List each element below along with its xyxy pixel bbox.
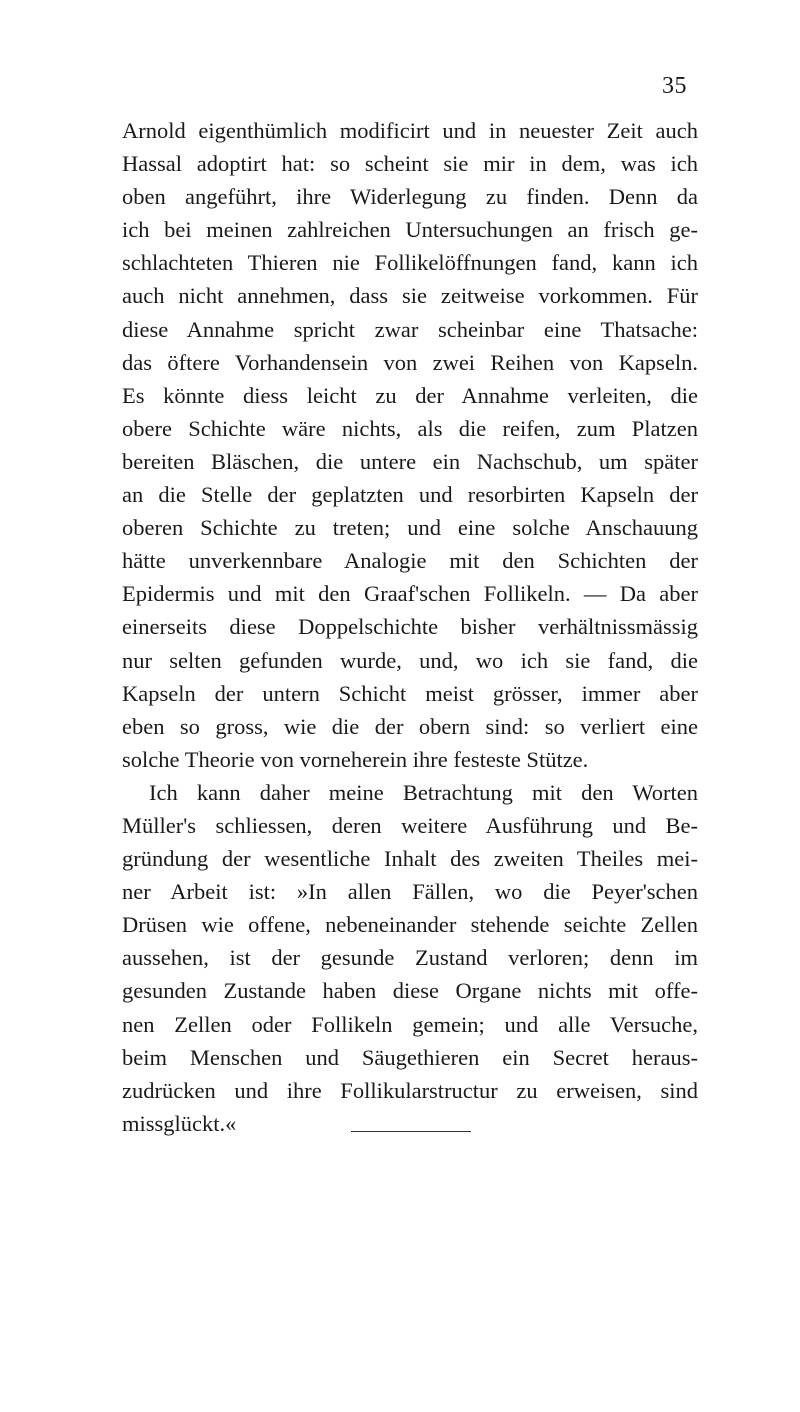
text-line: ich bei meinen zahlreichen Untersuchungen an frisch ge- [122, 217, 698, 243]
text-line: gründung der wesentliche Inhalt des zweiten Theiles mei- [122, 846, 698, 872]
text-line: hätte unverkennbare Analogie mit den Schichten der [122, 548, 698, 574]
text-line: obere Schichte wäre nichts, als die reifen, zum Platzen [122, 415, 698, 441]
text-line: bereiten Bläschen, die untere ein Nachschub, um später [122, 448, 698, 474]
body-text [122, 114, 698, 1140]
text-line: Ich kann daher meine Betrachtung mit den Worten [149, 779, 698, 805]
text-line: Müller's schliessen, deren weitere Ausführung und Be- [122, 812, 698, 838]
text-line: das öftere Vorhandensein von zwei Reihen von Kapseln. [122, 349, 698, 375]
text-line: an die Stelle der geplatzten und resorbirten Kapseln der [122, 482, 698, 508]
text-line: missglückt.« [122, 1110, 237, 1136]
text-line: beim Menschen und Säugethieren ein Secret heraus- [122, 1044, 698, 1070]
text-line: solche Theorie von vorneherein ihre festeste Stütze. [122, 746, 589, 772]
text-line: nur selten gefunden wurde, und, wo ich sie fand, die [122, 647, 698, 673]
text-line: zudrücken und ihre Follikularstructur zu erweisen, sind [122, 1077, 698, 1103]
text-line: einerseits diese Doppelschichte bisher verhältnissmässig [122, 614, 698, 640]
text-line: auch nicht annehmen, dass sie zeitweise vorkommen. Für [122, 283, 698, 309]
text-line: Hassal adoptirt hat: so scheint sie mir in dem, was ich [122, 151, 698, 177]
text-line: Arnold eigenthümlich modificirt und in neuester Zeit auch [122, 118, 698, 143]
text-line: oberen Schichte zu treten; und eine solche Anschauung [122, 515, 698, 541]
text-line: gesunden Zustande haben diese Organe nichts mit offe- [122, 978, 698, 1004]
text-line: Es könnte diess leicht zu der Annahme verleiten, die [122, 382, 698, 408]
text-line: eben so gross, wie die der obern sind: so verliert eine [122, 713, 698, 739]
text-line: schlachteten Thieren nie Follikelöffnungen fand, kann ich [122, 250, 698, 276]
page-number: 35 [662, 73, 687, 99]
text-line: ner Arbeit ist: »In allen Fällen, wo die Peyer'schen [122, 879, 698, 905]
paragraph-2 [122, 776, 698, 1140]
section-divider [351, 1131, 471, 1132]
text-line: Drüsen wie offene, nebeneinander stehende seichte Zellen [122, 912, 698, 938]
text-line: aussehen, ist der gesunde Zustand verloren; denn im [122, 945, 698, 971]
text-line: oben angeführt, ihre Widerlegung zu finden. Denn da [122, 184, 698, 210]
text-line: Kapseln der untern Schicht meist grösser, immer aber [122, 680, 698, 706]
text-line: Epidermis und mit den Graaf'schen Follikeln. — Da aber [122, 581, 698, 607]
text-line: nen Zellen oder Follikeln gemein; und alle Versuche, [122, 1011, 698, 1037]
paragraph-1 [122, 114, 698, 776]
text-line: diese Annahme spricht zwar scheinbar eine Thatsache: [122, 316, 698, 342]
